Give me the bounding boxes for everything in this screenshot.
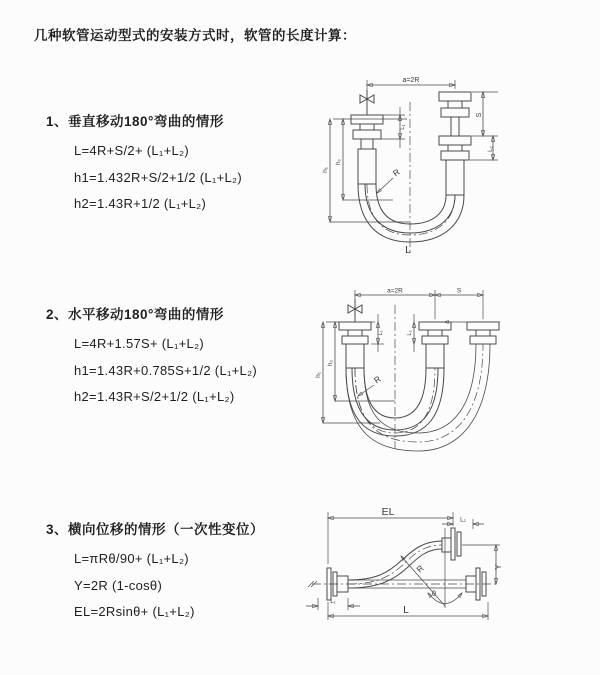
middle-fitting: [419, 322, 451, 368]
right-fitting-stack: [439, 92, 471, 195]
length-label: L: [403, 605, 409, 616]
formula-line: h2=1.43R+1/2 (L₁+L₂): [74, 196, 207, 211]
radius-label: R: [414, 563, 426, 575]
section-heading: 2、水平移动180°弯曲的情形: [46, 307, 224, 322]
dim-label-h1: h₁: [322, 167, 329, 173]
valve-symbol: [360, 90, 374, 115]
section-heading: 1、垂直移动180°弯曲的情形: [46, 114, 224, 129]
section-horizontal-180: [46, 303, 257, 411]
dim-label-h2: h₂: [335, 158, 342, 166]
formula-line: L=πRθ/90+ (L₁+L₂): [74, 551, 189, 566]
left-fitting: [351, 115, 383, 184]
dim-label-a2r: a=2R: [387, 287, 403, 295]
dim-s: [435, 288, 483, 320]
page-title: 几种软管运动型式的安装方式时，软管的长度计算：: [34, 28, 356, 43]
formula-line: h2=1.43R+S/2+1/2 (L₁+L₂): [74, 389, 235, 404]
dim-label-h2: h₂: [327, 359, 334, 367]
formula-line: Y=2R (1-cosθ): [74, 577, 163, 593]
dim-label-l2: L₂: [407, 330, 413, 336]
radius-label: R: [371, 373, 383, 386]
hose-u-bend: [358, 184, 464, 242]
dim-h2: [335, 119, 393, 200]
dim-label-h1: h₁: [315, 372, 322, 378]
dim-l2: [488, 136, 494, 160]
dim-label-l2: L₂: [460, 517, 466, 524]
formula-line: L=4R+1.57S+ (L₁+L₂): [74, 336, 205, 351]
dim-l2: [442, 518, 484, 530]
angle-label: θ: [431, 589, 437, 598]
dim-label-y: Y: [494, 564, 503, 570]
dim-label-el: EL: [381, 506, 395, 518]
diagram-vertical-180-bend: [305, 72, 595, 262]
section-heading: 3、横向位移的情形（一次性变位）: [46, 522, 265, 537]
dim-l2: [407, 314, 414, 352]
dim-el: [328, 506, 453, 564]
radius-label: R: [390, 166, 402, 179]
formula-line: h1=1.432R+S/2+1/2 (L₁+L₂): [74, 169, 242, 185]
dim-h2: [327, 322, 395, 401]
left-fitting: [339, 322, 371, 368]
section-lateral-displacement: [46, 518, 264, 626]
diagram-horizontal-180-bend: [300, 283, 600, 455]
dim-label-a2r: a=2R: [402, 77, 420, 84]
dim-a2r: [355, 288, 435, 320]
length-label: L: [405, 244, 411, 256]
radius-callout: [358, 374, 383, 396]
dim-label-s: S: [456, 287, 462, 295]
formula-line: L=4R+S/2+ (L₁+L₂): [74, 143, 189, 158]
radius-callout: [377, 167, 402, 193]
displaced-hose: [348, 541, 442, 588]
dim-l1: [306, 598, 360, 610]
dim-label-l2: L₂: [488, 146, 494, 152]
dim-l: [328, 602, 488, 620]
dim-label-s: S: [476, 112, 483, 118]
diagram-lateral-displacement: [300, 498, 600, 630]
dim-l1: [381, 107, 406, 148]
formula-line: h1=1.43R+0.785S+1/2 (L₁+L₂): [74, 362, 258, 378]
dim-label-l1: L₁: [400, 124, 406, 130]
formula-line: EL=2Rsinθ+ (L₁+L₂): [74, 604, 195, 619]
angle-construction: [401, 528, 462, 608]
right-fitting: [467, 322, 499, 344]
dim-h1: [315, 322, 380, 423]
dim-a2r: [367, 77, 455, 92]
dim-l1: [371, 314, 384, 352]
section-vertical-180: [46, 110, 242, 218]
hose-u-bend-moved: [346, 344, 490, 451]
dim-label-l1: L₁: [378, 330, 384, 336]
dim-label-l1: L₁: [330, 599, 336, 605]
valve-symbol: [348, 299, 362, 322]
